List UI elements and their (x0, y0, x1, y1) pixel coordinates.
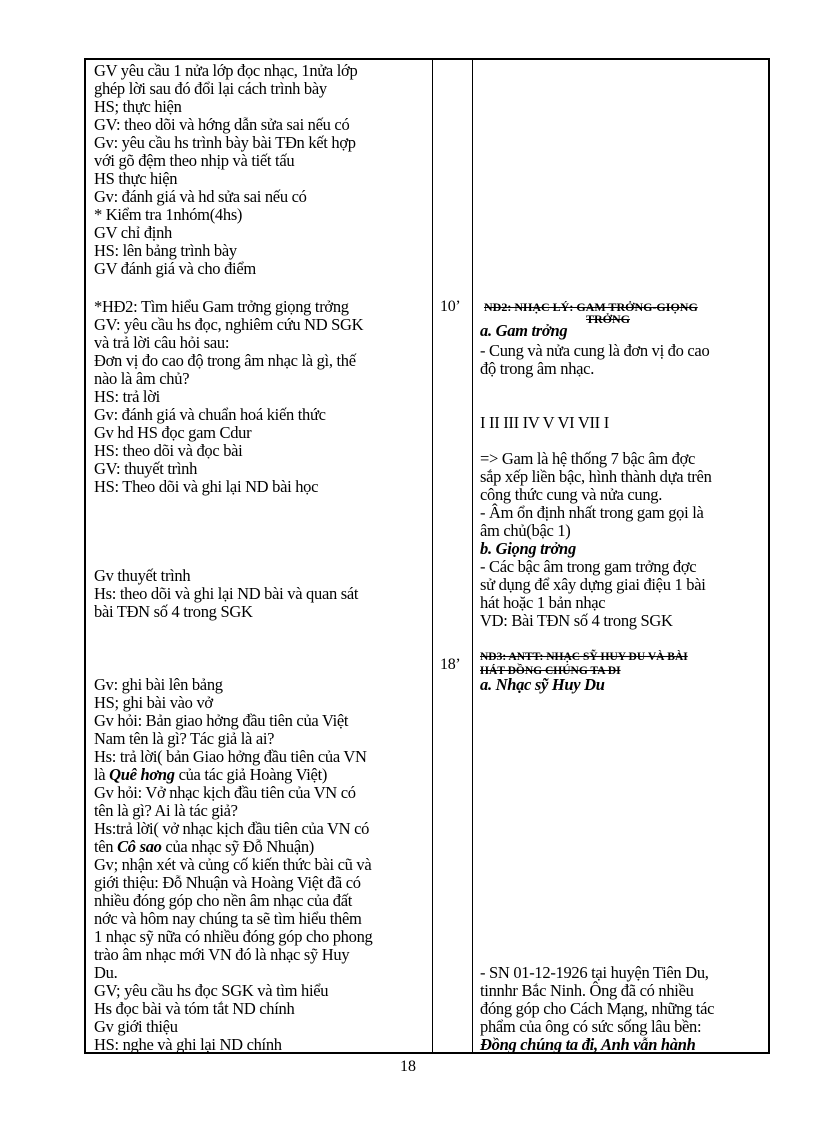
section-heading: HÁT ĐỒNG CHÚNG TA ĐI (480, 665, 621, 677)
text-line: GV đánh giá và cho điểm (94, 259, 256, 278)
text-line: tên là gì? Ai là tác giả? (94, 801, 238, 820)
text-line: GV chỉ định (94, 223, 172, 242)
symphony-title: Quê hơng (109, 765, 175, 784)
text-line: VD: Bài TĐN số 4 trong SGK (480, 611, 673, 630)
text-line: => Gam là hệ thống 7 bậc âm đợc (480, 449, 696, 468)
subheading: a. Nhạc sỹ Huy Du (480, 675, 605, 694)
text-line (94, 766, 327, 784)
section-heading: ND2: NHẠC LÝ: GAM TRỞNG-GIỌNG (484, 300, 698, 314)
text-line: Gv: ghi bài lên bảng (94, 675, 223, 694)
opera-title: Cô sao (117, 837, 162, 856)
text-line: Hs đọc bài và tóm tắt ND chính (94, 999, 295, 1018)
text-line: GV: theo dõi và hớng dẫn sửa sai nếu có (94, 115, 350, 134)
text-line: Gv: đánh giá và hd sửa sai nếu có (94, 187, 307, 206)
text-line: Gv: yêu cầu hs trình bày bài TĐn kết hợp (94, 133, 356, 152)
text-line: sử dụng để xây dựng giai điệu 1 bài (480, 575, 706, 594)
song-titles: Đồng chúng ta đi, Anh vẫn hành (480, 1035, 696, 1054)
text-line: với gõ đệm theo nhịp và tiết tấu (94, 151, 295, 170)
time-value: 18’ (440, 656, 461, 673)
text-line: 1 nhạc sỹ nữa có nhiều đóng góp cho phong (94, 927, 373, 946)
text-line: Gv hỏi: Bản giao hởng đầu tiên của Việt (94, 711, 349, 730)
text-line: bài TĐN số 4 trong SGK (94, 602, 253, 621)
text-line: đóng góp cho Cách Mạng, những tác (480, 999, 715, 1018)
text-run: là (94, 765, 110, 784)
text-line: trào âm nhạc mới VN đó là nhạc sỹ Huy (94, 945, 350, 964)
subheading: a. Gam trởng (480, 321, 568, 340)
text-line: Gv thuyết trình (94, 566, 191, 585)
text-line: - Cung và nửa cung là đơn vị đo cao (480, 341, 710, 360)
text-line (94, 838, 314, 856)
subheading: b. Giọng trởng (480, 539, 576, 558)
page-number: 18 (400, 1058, 416, 1075)
text-run: của nhạc sỹ Đỗ Nhuận) (161, 837, 314, 856)
text-line: Gv giới thiệu (94, 1017, 178, 1036)
text-line: nào là âm chủ? (94, 369, 190, 388)
text-line: Hs: theo dõi và ghi lại ND bài và quan sát (94, 584, 359, 603)
text-run: tên (94, 837, 118, 856)
text-line: Du. (94, 963, 118, 982)
text-line: Nam tên là gì? Tác giả là ai? (94, 729, 275, 748)
text-line: Gv hd HS đọc gam Cdur (94, 423, 252, 442)
text-line: phẩm của ông có sức sống lâu bền: (480, 1017, 702, 1036)
text-line: nhiều đóng góp cho nền âm nhạc của đất (94, 891, 353, 910)
text-line: Hs:trả lời( vở nhạc kịch đầu tiên của VN có (94, 819, 370, 838)
text-line: HS: Theo dõi và ghi lại ND bài học (94, 477, 319, 496)
text-line: công thức cung và nửa cung. (480, 485, 663, 504)
text-line: HS; ghi bài vào vở (94, 693, 213, 712)
text-line: * Kiểm tra 1nhóm(4hs) (94, 205, 243, 224)
section-heading: TRỞNG (586, 312, 631, 326)
text-line: độ trong âm nhạc. (480, 359, 595, 378)
text-line: GV: yêu cầu hs đọc, nghiêm cứu ND SGK (94, 315, 364, 334)
column-divider-right (472, 58, 473, 1054)
text-line: nớc và hôm nay chúng ta sẽ tìm hiểu thêm (94, 909, 362, 928)
text-line: sắp xếp liền bậc, hình thành dựa trên (480, 467, 712, 486)
text-line: Gv; nhận xét và củng cố kiến thức bài cũ và (94, 855, 372, 874)
text-line: hát hoặc 1 bản nhạc (480, 593, 606, 612)
text-line: - Âm ổn định nhất trong gam gọi là (480, 503, 704, 522)
text-line: Hs: trả lời( bản Giao hởng đầu tiên của VN (94, 747, 367, 766)
text-line: HS: trả lời (94, 387, 160, 406)
text-line: GV: thuyết trình (94, 459, 198, 478)
text-line: *HĐ2: Tìm hiểu Gam trởng giọng trởng (94, 297, 349, 316)
text-line: Đơn vị đo cao độ trong âm nhạc là gì, thế (94, 351, 356, 370)
text-line: HS: theo dõi và đọc bài (94, 441, 243, 460)
text-line: HS thực hiện (94, 169, 178, 188)
text-line: - Các bậc âm trong gam trởng đợc (480, 557, 697, 576)
text-line: HS; thực hiện (94, 97, 182, 116)
time-value: 10’ (440, 298, 461, 315)
text-line: GV; yêu cầu hs đọc SGK và tìm hiểu (94, 981, 329, 1000)
scale-degrees: I II III IV V VI VII I (480, 413, 609, 432)
text-line: - SN 01-12-1926 tại huyện Tiên Du, (480, 963, 709, 982)
text-line: HS: lên bảng trình bày (94, 241, 237, 260)
text-line: và trả lời câu hỏi sau: (94, 333, 230, 352)
text-line: Gv hỏi: Vở nhạc kịch đầu tiên của VN có (94, 783, 356, 802)
text-line: tinnhr Bắc Ninh. Ông đã có nhiều (480, 981, 694, 1000)
text-line: ghép lời sau đó đổi lại cách trình bày (94, 79, 327, 98)
section-heading: ND3: ANTT: NHẠC SỸ HUY DU VÀ BÀI (480, 651, 688, 663)
column-divider-left (432, 58, 433, 1054)
text-line: GV yêu cầu 1 nửa lớp đọc nhạc, 1nửa lớp (94, 61, 358, 80)
text-line: HS: nghe và ghi lại ND chính (94, 1035, 282, 1054)
text-run: của tác giả Hoàng Việt) (174, 765, 328, 784)
text-line: âm chủ(bậc 1) (480, 521, 571, 540)
text-line: Gv: đánh giá và chuẩn hoá kiến thức (94, 405, 326, 424)
text-line: giới thiệu: Đỗ Nhuận và Hoàng Việt đã có (94, 873, 361, 892)
